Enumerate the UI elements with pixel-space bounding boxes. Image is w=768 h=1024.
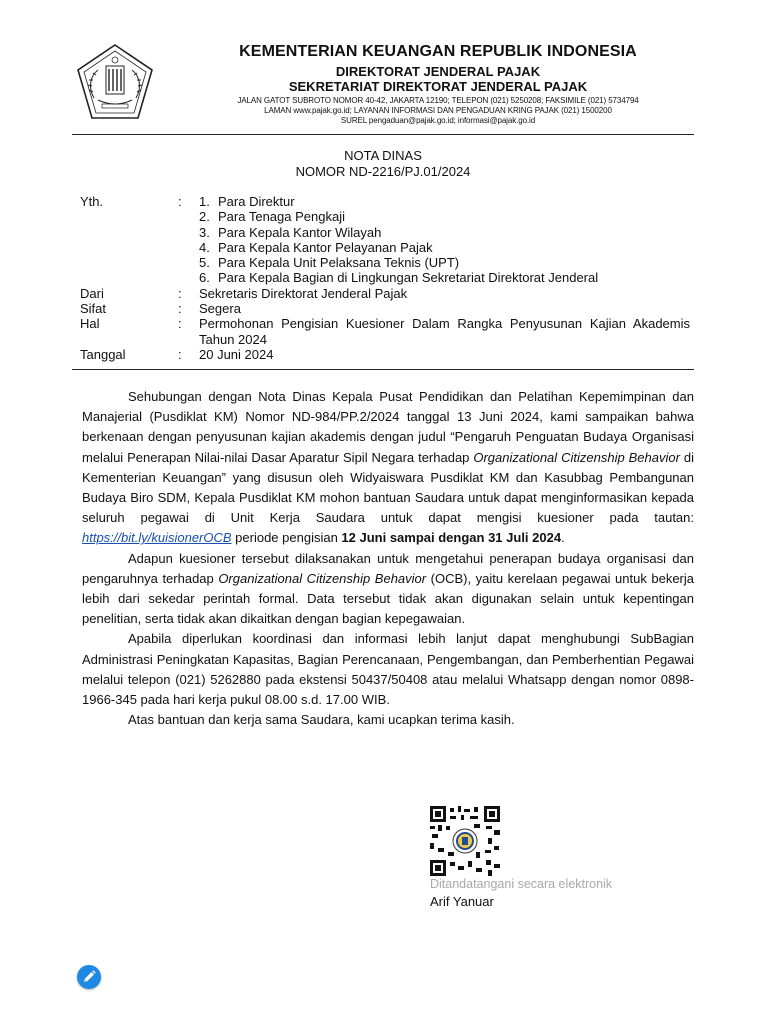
meta-label-hal: Hal — [80, 316, 100, 332]
directorate-name: DIREKTORAT JENDERAL PAJAK — [335, 64, 541, 79]
memo-number: NOMOR ND-2216/PJ.01/2024 — [295, 164, 471, 179]
meta-value-tanggal: 20 Juni 2024 — [199, 346, 274, 362]
office-website: LAMAN www.pajak.go.id; LAYANAN INFORMASI DAN PENGADUAN KRING PAJAK (021) 1500200 — [264, 106, 612, 115]
kemenkeu-emblem-icon — [72, 42, 158, 128]
memo-heading — [72, 148, 694, 180]
meta-divider — [72, 369, 694, 370]
edit-button[interactable] — [77, 965, 101, 989]
edit-pen-icon — [81, 969, 97, 985]
ministry-name: KEMENTERIAN KEUANGAN REPUBLIK INDONESIA — [239, 43, 637, 60]
meta-label-dari: Dari — [80, 285, 104, 301]
list-item: 5. Para Kepala Unit Pelaksana Teknis (UPT) — [199, 255, 460, 271]
ocb-term: Organizational Citizenship Behavior — [473, 449, 680, 465]
list-item: 1. Para Direktur — [199, 194, 295, 209]
meta-row-tanggal — [80, 347, 690, 362]
signer-name: Arif Yanuar — [430, 894, 494, 909]
memo-meta — [80, 194, 690, 362]
filling-period: 12 Juni sampai dengan 31 Juli 2024 — [341, 530, 562, 546]
list-item: 2. Para Tenaga Pengkaji — [199, 209, 345, 225]
meta-colon: : — [178, 285, 182, 301]
list-item: 3. Para Kepala Kantor Wilayah — [199, 224, 382, 240]
questionnaire-link[interactable]: https://bit.ly/kuisionerOCB — [82, 530, 232, 546]
meta-colon: : — [178, 346, 182, 362]
meta-label-sifat: Sifat — [80, 301, 107, 317]
ocb-term: Organizational Citizenship Behavior — [218, 570, 427, 586]
office-email: SUREL pengaduan@pajak.go.id; informasi@pajak.go.id — [340, 116, 536, 125]
meta-row-hal — [80, 316, 690, 347]
meta-label-tanggal: Tanggal — [80, 346, 126, 362]
list-item: 6. Para Kepala Bagian di Lingkungan Sekretariat Direktorat Jenderal — [199, 270, 599, 286]
meta-row-sifat — [80, 301, 690, 316]
qr-code-icon — [430, 806, 500, 876]
memo-title: NOTA DINAS — [344, 148, 422, 163]
secretariat-name: SEKRETARIAT DIREKTORAT JENDERAL PAJAK — [288, 79, 588, 94]
list-item: 4. Para Kepala Kantor Pelayanan Pajak — [199, 239, 433, 255]
memo-body — [82, 387, 694, 730]
esign-note: Ditandatangani secara elektronik — [430, 877, 613, 891]
office-address: JALAN GATOT SUBROTO NOMOR 40-42, JAKARTA 12190; TELEPON (021) 5250208; FAKSIMILE (021) 5734794 — [237, 96, 639, 105]
letterhead — [160, 42, 716, 126]
header-divider — [72, 134, 694, 135]
meta-row-recipients — [80, 194, 690, 286]
meta-value-sifat: Segera — [199, 301, 241, 317]
recipient-list — [199, 194, 690, 286]
body-paragraph: Sehubungan dengan Nota Dinas Kepala Pusat Pendidikan dan Pelatihan Kepemimpinan dan Manajerial (Pusdiklat KM) Nomor ND-984/PP.2/2024 tanggal 13 Juni 2024, kami sampaikan bahwa berkenaan dengan penyusunan kajian akademis dengan judul “Pengaruh Penguatan Budaya Organisasi melalui Penerapan Nilai-nilai Dasar Aparatur Sipil Negara terhadap Organizational Citizenship Behavior di Kementerian Keuangan” yang disusun oleh Widyaiswara Pusdiklat KM dan Kasubbag Pembangunan Budaya Biro SDM, Kepala Pusdiklat KM mohon bantuan Saudara untuk dapat menginformasikan kepada seluruh pegawai di Unit Kerja Saudara untuk dapat mengisi kuesioner pada tautan: https://bit.ly/kuisionerOCB periode pengisian 12 Juni sampai dengan 31 Juli 2024. — [82, 389, 694, 546]
meta-label-yth: Yth. — [80, 194, 104, 209]
meta-colon: : — [178, 316, 182, 332]
body-paragraph: Apabila diperlukan koordinasi dan informasi lebih lanjut dapat menghubungi SubBagian Administrasi Peningkatan Kapasitas, Bagian Perencanaan, Pengembangan, dan Pemberhentian Pegawai melalui telepon (021) 5262880 pada ekstensi 50437/50408 atau melalui Whatsapp dengan nomor 0898-1966-345 pada hari kerja pukul 08.00 s.d. 17.00 WIB. — [82, 631, 694, 708]
meta-colon: : — [178, 194, 182, 209]
meta-colon: : — [178, 301, 182, 317]
meta-value-dari: Sekretaris Direktorat Jenderal Pajak — [199, 285, 408, 301]
body-paragraph: Atas bantuan dan kerja sama Saudara, kami ucapkan terima kasih. — [128, 712, 515, 728]
meta-value-hal: Permohonan Pengisian Kuesioner Dalam Rangka Penyusunan Kajian Akademis Tahun 2024 — [199, 316, 690, 347]
body-paragraph: Adapun kuesioner tersebut dilaksanakan untuk mengetahui penerapan budaya organisasi dan pengaruhnya terhadap Organizational Citizenship Behavior (OCB), yaitu kerelaan pegawai untuk bekerja lebih dari sekedar perintah formal. Data tersebut tidak akan digunakan selain untuk kepentingan penelitian, serta tidak akan dikaitkan dengan bagian kepegawaian. — [82, 550, 694, 627]
meta-row-dari — [80, 286, 690, 301]
